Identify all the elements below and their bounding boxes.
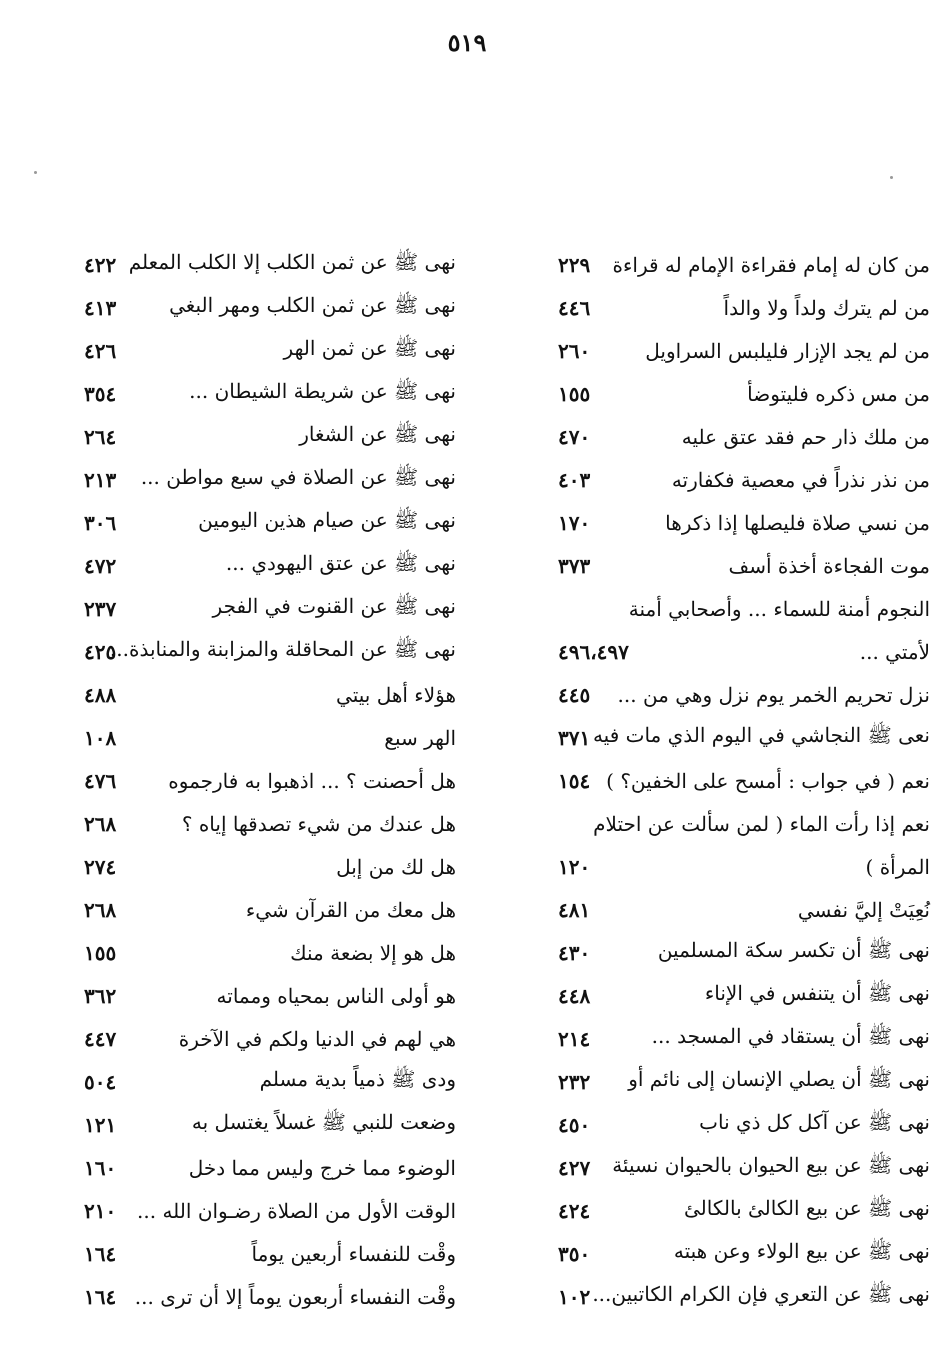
index-entry xyxy=(548,243,930,286)
page-reference: ٤٥٠ xyxy=(558,1112,591,1137)
index-entry xyxy=(548,802,930,845)
index-entry xyxy=(76,845,456,888)
hadith-text: من نذر نذراً في معصية فكفارته xyxy=(671,467,930,492)
index-entry xyxy=(76,501,456,544)
index-entry xyxy=(548,974,930,1017)
page-reference: ٤٢٧ xyxy=(558,1155,591,1180)
hadith-text: نهى ﷺ عن بيع الحيوان بالحيوان نسيئة xyxy=(612,1153,930,1177)
index-entry xyxy=(76,716,456,759)
index-entry xyxy=(548,1189,930,1232)
page-reference: ٣٧٣ xyxy=(558,553,591,578)
hadith-text: هل معك من القرآن شيء xyxy=(245,897,456,922)
hadith-text: نهى ﷺ عن صيام هذين اليومين xyxy=(198,508,456,532)
hadith-text: نهى ﷺ عن ثمن الكلب ومهر البغي xyxy=(169,293,456,317)
hadith-text: نهى ﷺ أن تكسر سكة المسلمين xyxy=(657,938,930,962)
hadith-text: هو أولى الناس بمحياه ومماته xyxy=(216,983,456,1008)
hadith-text: نهى ﷺ أن يتنفس في الإناء xyxy=(704,981,930,1005)
page-reference: ٣٥٠ xyxy=(558,1241,591,1266)
hadith-text: هؤلاء أهل بيتي xyxy=(336,682,456,707)
page-reference: ٤٢٢ xyxy=(84,252,117,277)
page-reference: ١٦٠ xyxy=(84,1155,117,1180)
page-reference: ٢٦٨ xyxy=(84,897,117,922)
index-entry xyxy=(76,673,456,716)
page-reference: ٢٦٨ xyxy=(84,811,117,836)
index-entry xyxy=(76,1103,456,1146)
page-reference: ٥٠٤ xyxy=(84,1069,117,1094)
hadith-text: نُعِيَتْ إليَّ نفسي xyxy=(797,897,930,922)
hadith-text: نهى ﷺ أن يستقاد في المسجد ... xyxy=(651,1024,930,1048)
hadith-text: من لم يجد الإزار فليلبس السراويل xyxy=(645,338,930,363)
hadith-text: نهى ﷺ عن بيع الكالئ بالكالئ xyxy=(683,1196,930,1220)
page-reference: ٤١٣ xyxy=(84,295,117,320)
index-entry xyxy=(548,716,930,759)
index-entry xyxy=(76,415,456,458)
index-entry xyxy=(548,1275,930,1318)
index-entry xyxy=(76,329,456,372)
index-entry xyxy=(76,1017,456,1060)
index-entry xyxy=(548,286,930,329)
hadith-text: نهى ﷺ أن يصلي الإنسان إلى نائم أو xyxy=(628,1067,930,1091)
index-entry xyxy=(548,1146,930,1189)
hadith-text: نهى ﷺ عن التعري فإن الكرام الكاتبين... xyxy=(592,1282,930,1306)
index-entry xyxy=(548,1060,930,1103)
hadith-text: من لم يترك ولداً ولا والداً xyxy=(723,295,930,320)
hadith-text: ودى ﷺ ذمياً بدية مسلم xyxy=(259,1067,456,1091)
hadith-text: من ملك ذار حم فقد عتق عليه xyxy=(681,424,930,449)
page-reference: ٤٢٥ xyxy=(84,639,117,664)
hadith-text: الهر سبع xyxy=(384,725,456,750)
hadith-text: موت الفجاءة أخذة أسف xyxy=(728,553,930,578)
page-reference: ٢٦٤ xyxy=(84,424,117,449)
page-reference: ١٥٥ xyxy=(558,381,591,406)
hadith-text: نهى ﷺ عن آكل كل ذي ناب xyxy=(699,1110,930,1134)
hadith-text: نهى ﷺ عن القنوت في الفجر xyxy=(212,594,456,618)
page-reference: ٤٩٦،٤٩٧ xyxy=(558,639,629,664)
hadith-text: نهى ﷺ عن الشغار xyxy=(299,422,456,446)
index-entry xyxy=(76,931,456,974)
page-reference: ١٥٤ xyxy=(558,768,591,793)
page-reference: ١٠٨ xyxy=(84,725,117,750)
index-entry xyxy=(76,243,456,286)
index-entry xyxy=(548,1017,930,1060)
scan-speck xyxy=(34,171,37,174)
page-reference: ٤٨٨ xyxy=(84,682,117,707)
scan-speck xyxy=(890,176,893,179)
page-reference: ١٢١ xyxy=(84,1112,117,1137)
index-entry xyxy=(548,501,930,544)
page-reference: ٢١٣ xyxy=(84,467,117,492)
hadith-text: من نسي صلاة فليصلها إذا ذكرها xyxy=(665,510,930,535)
page-reference: ٢٣٢ xyxy=(558,1069,591,1094)
index-entry xyxy=(548,544,930,587)
page-reference: ١٧٠ xyxy=(558,510,591,535)
hadith-text: نهى ﷺ عن بيع الولاء وعن هبته xyxy=(673,1239,930,1263)
hadith-text: وقْت للنفساء أربعين يوماً xyxy=(251,1241,456,1266)
index-entry xyxy=(76,587,456,630)
page-reference: ٢٣٧ xyxy=(84,596,117,621)
index-entry xyxy=(76,888,456,931)
page-reference: ٤٣٠ xyxy=(558,940,591,965)
page-reference: ٤٤٦ xyxy=(558,295,591,320)
page-reference: ٢٦٠ xyxy=(558,338,591,363)
index-entry xyxy=(76,1232,456,1275)
page-reference: ٤٤٧ xyxy=(84,1026,117,1051)
page-number: ٥١٩ xyxy=(447,28,487,57)
hadith-text: نهى ﷺ عن الصلاة في سبع مواطن ... xyxy=(140,465,456,489)
index-entry xyxy=(548,587,930,630)
page-reference: ٤٢٦ xyxy=(84,338,117,363)
page-reference: ١٦٤ xyxy=(84,1284,117,1309)
hadith-text: نزل تحريم الخمر يوم نزل وهي من ... xyxy=(617,682,930,707)
hadith-text: هل هو إلا بضعة منك xyxy=(290,940,456,965)
hadith-text: نهى ﷺ عن ثمن الهر xyxy=(283,336,456,360)
index-entry xyxy=(76,1189,456,1232)
index-entry xyxy=(76,458,456,501)
hadith-text: وضعت للنبي ﷺ غسلاً يغتسل به xyxy=(191,1110,456,1134)
page-reference: ١٠٢ xyxy=(558,1284,591,1309)
hadith-text: نهى ﷺ عن المحاقلة والمزابنة والمنابذة... xyxy=(109,637,456,661)
index-entry xyxy=(76,1060,456,1103)
page-reference: ٢١٤ xyxy=(558,1026,591,1051)
page-reference: ٤٨١ xyxy=(558,897,591,922)
page-reference: ٣٠٦ xyxy=(84,510,117,535)
index-entry xyxy=(548,630,930,673)
page-reference: ٤٠٣ xyxy=(558,467,591,492)
hadith-text: هل أحصنت ؟ ... اذهبوا به فارجموه xyxy=(168,768,456,793)
page-reference: ٣٥٤ xyxy=(84,381,117,406)
page-reference: ٢٢٩ xyxy=(558,252,591,277)
index-entry xyxy=(76,372,456,415)
index-entry xyxy=(76,974,456,1017)
page-reference: ٤٧٠ xyxy=(558,424,591,449)
index-entry xyxy=(548,329,930,372)
index-entry xyxy=(548,845,930,888)
hadith-text: الوقت الأول من الصلاة رضـوان الله ... xyxy=(137,1198,456,1223)
index-entry xyxy=(76,802,456,845)
hadith-text: نهى ﷺ عن شريطة الشيطان ... xyxy=(189,379,456,403)
page-reference: ٢٧٤ xyxy=(84,854,117,879)
hadith-text: نعى ﷺ النجاشي في اليوم الذي مات فيه xyxy=(592,723,930,747)
index-entry xyxy=(548,372,930,415)
hadith-text: وقْت النفساء أربعون يوماً إلا أن ترى ... xyxy=(134,1284,456,1309)
page-reference: ٢١٠ xyxy=(84,1198,117,1223)
page-reference: ٤٢٤ xyxy=(558,1198,591,1223)
index-entry xyxy=(548,673,930,716)
index-entry xyxy=(548,458,930,501)
index-entry xyxy=(76,1146,456,1189)
page-reference: ٣٦٢ xyxy=(84,983,117,1008)
page-reference: ٤٧٦ xyxy=(84,768,117,793)
page-reference: ٤٧٢ xyxy=(84,553,117,578)
index-entry xyxy=(76,630,456,673)
hadith-text: المرأة ) xyxy=(865,854,930,879)
page-reference: ٤٤٥ xyxy=(558,682,591,707)
hadith-text: نهى ﷺ عن عتق اليهودي ... xyxy=(225,551,456,575)
hadith-text: هل عندك من شيء تصدقها إياه ؟ xyxy=(181,811,456,836)
index-entry xyxy=(548,931,930,974)
hadith-text: هل لك من إبل xyxy=(336,854,456,879)
index-column-left xyxy=(76,243,456,1318)
index-entry xyxy=(548,759,930,802)
index-entry xyxy=(76,286,456,329)
page-reference: ٤٤٨ xyxy=(558,983,591,1008)
index-entry xyxy=(548,1232,930,1275)
hadith-text: من مس ذكره فليتوضأ xyxy=(747,381,930,406)
page-reference: ٣٧١ xyxy=(558,725,591,750)
index-entry xyxy=(548,888,930,931)
page-reference: ١٦٤ xyxy=(84,1241,117,1266)
index-entry xyxy=(548,415,930,458)
hadith-text: هي لهم في الدنيا ولكم في الآخرة xyxy=(178,1026,456,1051)
index-entry xyxy=(548,1103,930,1146)
hadith-text: من كان له إمام فقراءة الإمام له قراءة xyxy=(612,252,930,277)
hadith-text: نعم ( في جواب : أمسح على الخفين؟ ) xyxy=(606,768,930,793)
page-reference: ١٥٥ xyxy=(84,940,117,965)
hadith-text: نهى ﷺ عن ثمن الكلب إلا الكلب المعلم xyxy=(128,250,456,274)
index-column-right xyxy=(548,243,930,1318)
hadith-text: لأمتي ... xyxy=(859,639,930,664)
index-entry xyxy=(76,544,456,587)
index-entry xyxy=(76,759,456,802)
index-entry xyxy=(76,1275,456,1318)
hadith-text: الوضوء مما خرج وليس مما دخل xyxy=(188,1155,456,1180)
hadith-text: نعم إذا رأت الماء ( لمن سألت عن احتلام xyxy=(593,811,930,836)
hadith-text: النجوم أمنة للسماء ... وأصحابي أمنة xyxy=(628,596,930,621)
page-reference: ١٢٠ xyxy=(558,854,591,879)
